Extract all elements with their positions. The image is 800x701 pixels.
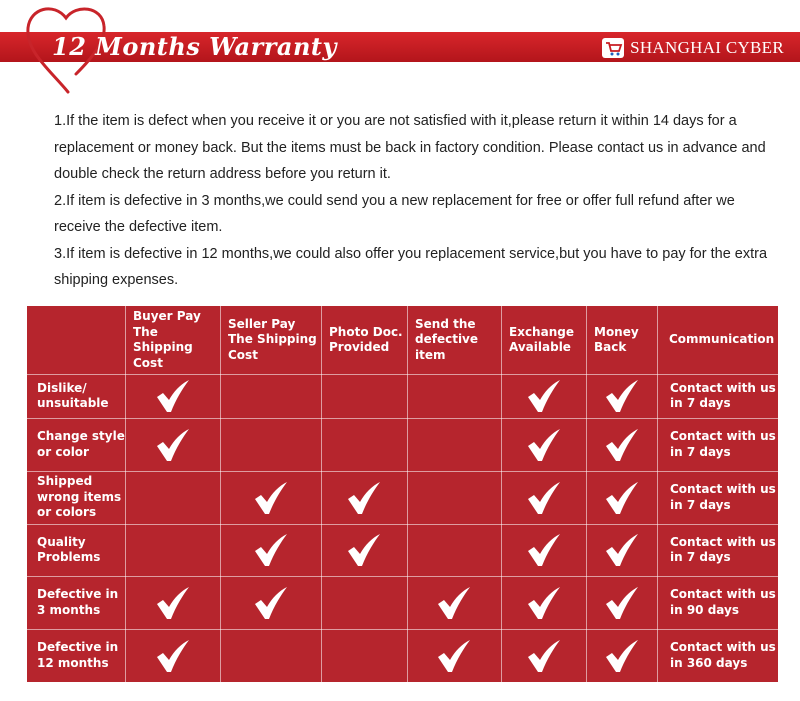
policy-paragraph-2: 2.If item is defective in 3 months,we could send you a new replacement for free or offer full refund after we receive the defective item. [54, 192, 735, 235]
brand-logo-group [602, 37, 784, 59]
checkmark-icon [252, 586, 290, 620]
checkmark-icon [525, 428, 563, 462]
communication-cell: Contact with us in 7 days [670, 380, 776, 410]
checkmark-icon [154, 428, 192, 462]
column-header: Send the defective item [415, 316, 479, 362]
column-header: Photo Doc. Provided [329, 324, 403, 354]
checkmark-icon [252, 481, 290, 515]
shopping-cart-icon [602, 38, 624, 58]
checkmark-icon [525, 586, 563, 620]
checkmark-icon [525, 379, 563, 413]
warranty-policy [54, 108, 774, 294]
policy-paragraph-1: 1.If the item is defect when you receive it or you are not satisfied with it,please return it within 14 days for a replacement or money back. But the items must be back in factory condition. Please contact us in advance and double check the return address before you return it. [54, 113, 766, 182]
column-header: Communication [669, 332, 775, 347]
column-header: Exchange Available [509, 324, 574, 354]
page-title: 12 Months Warranty [52, 32, 337, 61]
checkmark-icon [603, 481, 641, 515]
row-label: Defective in 12 months [37, 640, 119, 670]
communication-cell: Contact with us in 360 days [670, 640, 776, 670]
column-header: Seller Pay The Shipping Cost [228, 316, 317, 362]
checkmark-icon [525, 481, 563, 515]
checkmark-icon [603, 379, 641, 413]
checkmark-icon [252, 533, 290, 567]
row-label: Dislike/ unsuitable [37, 380, 109, 410]
row-label: Quality Problems [37, 534, 101, 564]
communication-cell: Contact with us in 7 days [670, 429, 776, 459]
column-header: Buyer Pay The Shipping Cost [133, 309, 201, 370]
checkmark-icon [525, 639, 563, 673]
checkmark-icon [603, 586, 641, 620]
warranty-table [27, 306, 778, 682]
row-label: Defective in 3 months [37, 587, 119, 617]
checkmark-icon [154, 639, 192, 673]
checkmark-icon [345, 533, 383, 567]
checkmark-icon [154, 379, 192, 413]
checkmark-icon [603, 533, 641, 567]
row-label: Change style or color [37, 429, 125, 459]
checkmark-icon [435, 639, 473, 673]
communication-cell: Contact with us in 7 days [670, 482, 776, 512]
checkmark-icon [154, 586, 192, 620]
communication-cell: Contact with us in 90 days [670, 587, 776, 617]
checkmark-icon [525, 533, 563, 567]
communication-cell: Contact with us in 7 days [670, 534, 776, 564]
policy-paragraph-3: 3.If item is defective in 12 months,we could also offer you replacement service,but you have to pay for the extra shipping expenses. [54, 245, 768, 288]
row-label: Shipped wrong items or colors [37, 474, 122, 520]
checkmark-icon [345, 481, 383, 515]
checkmark-icon [603, 428, 641, 462]
checkmark-icon [435, 586, 473, 620]
brand-name: SHANGHAI CYBER [630, 38, 784, 57]
column-header: Money Back [594, 324, 639, 354]
checkmark-icon [603, 639, 641, 673]
